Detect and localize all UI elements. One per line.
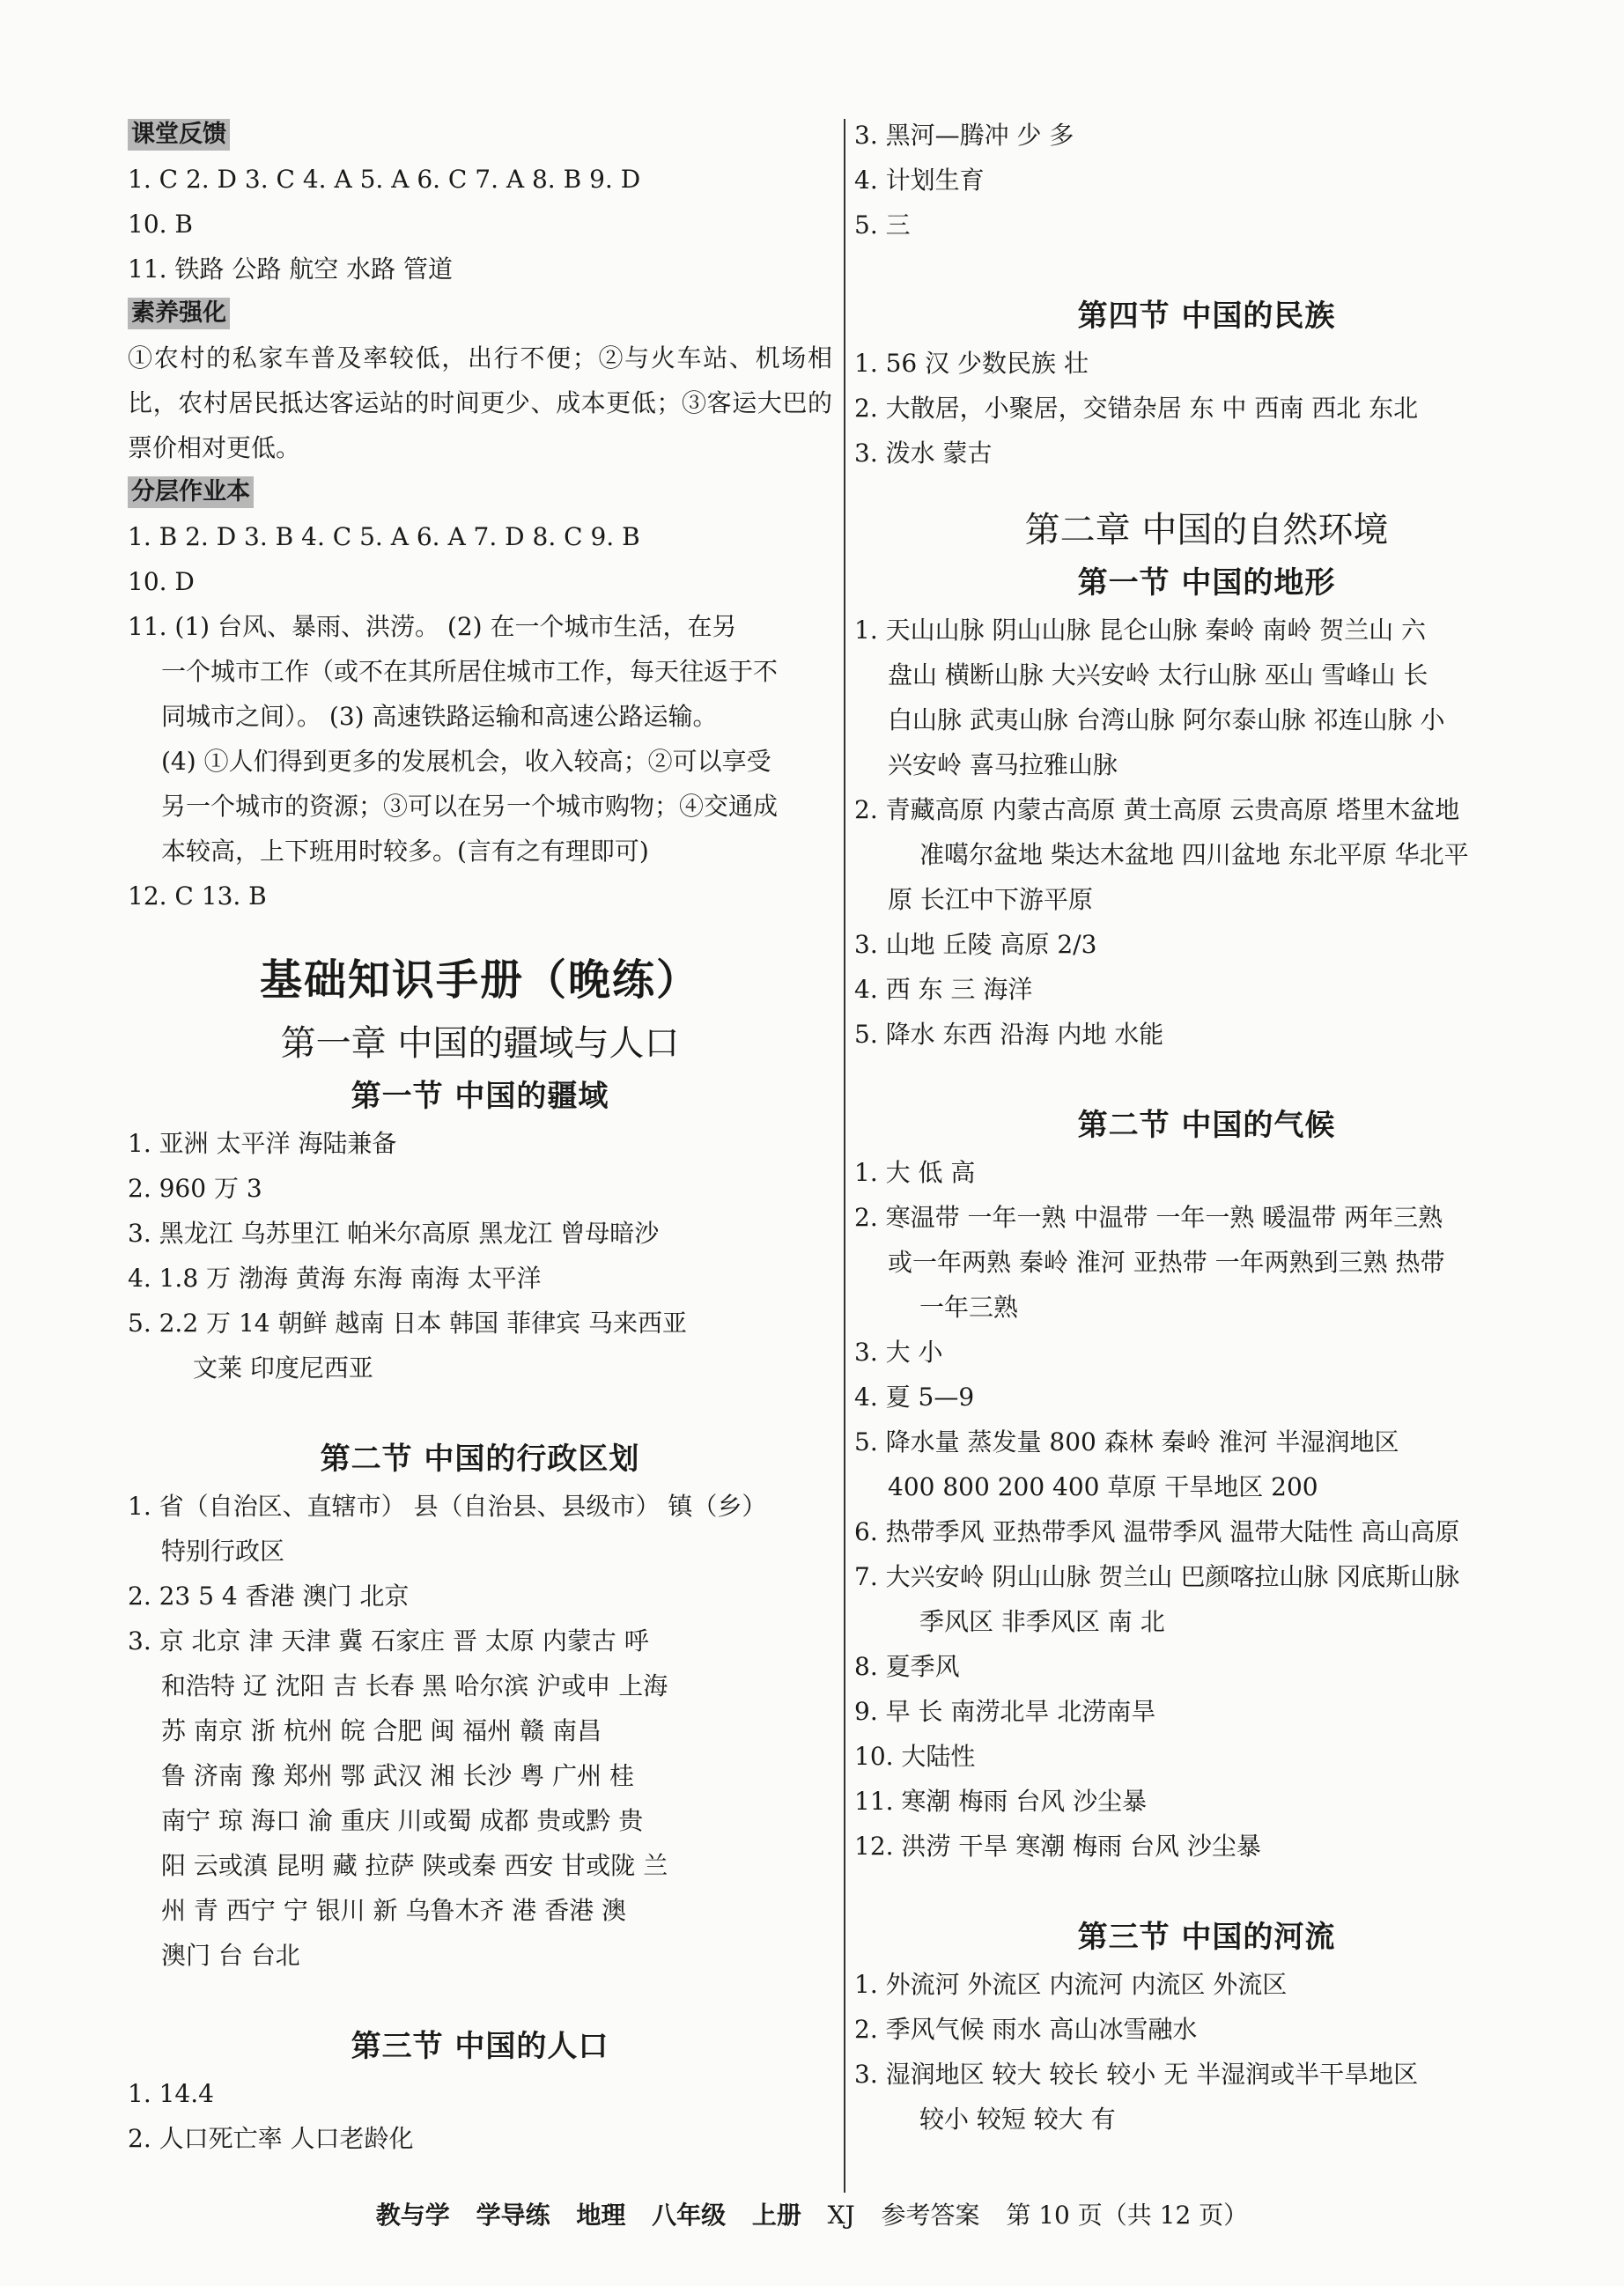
chapter-title: 第一章 中国的疆域与人口: [280, 1023, 680, 1064]
answer-line: 2. 大散居，小聚居，交错杂居 东 中 西南 西北 东北: [854, 394, 1419, 423]
handbook-title: 基础知识手册（晚练）: [259, 955, 700, 1005]
answer-line: 2. 寒温带 一年一熟 中温带 一年一熟 暖温带 两年三熟: [854, 1203, 1443, 1232]
answer-line: 3. 大 小: [854, 1338, 943, 1367]
answer-line: 兴安岭 喜马拉雅山脉: [888, 750, 1118, 779]
answer-line: 3. 京 北京 津 天津 冀 石家庄 晋 太原 内蒙古 呼: [128, 1626, 649, 1656]
answer-line: 苏 南京 浙 杭州 皖 合肥 闽 福州 赣 南昌: [161, 1716, 602, 1745]
answer-line: 10. D: [128, 567, 195, 596]
footer-subject: 地理: [576, 2201, 626, 2230]
left-column: [128, 113, 832, 2161]
answer-line: 4. 计划生育: [854, 166, 985, 195]
answer-line: 5. 三: [854, 210, 911, 240]
footer-edition: XJ: [827, 2201, 855, 2230]
answer-line: 较小 较短 较大 有: [919, 2105, 1116, 2134]
answer-line: 8. 夏季风: [854, 1652, 960, 1681]
answer-line: 3. 黑龙江 乌苏里江 帕米尔高原 黑龙江 曾母暗沙: [128, 1219, 660, 1248]
answer-paragraph: ①农村的私家车普及率较低，出行不便；②与火车站、机场相比，农村居民抵达客运站的时间更少、成本更低；③客运大巴的票价相对更低。: [128, 343, 832, 462]
section-tag-ketang: 课堂反馈: [128, 119, 230, 151]
answer-line: 本较高，上下班用时较多。(言有之有理即可): [161, 837, 649, 866]
answer-line: 5. 2.2 万 14 朝鲜 越南 日本 韩国 菲律宾 马来西亚: [128, 1309, 687, 1338]
answer-line: 12. 洪涝 干旱 寒潮 梅雨 台风 沙尘暴: [854, 1832, 1261, 1861]
chapter-title: 第二章 中国的自然环境: [1024, 510, 1389, 550]
answer-line: 阳 云或滇 昆明 藏 拉萨 陕或秦 西安 甘或陇 兰: [161, 1851, 668, 1880]
answer-line: 1. 省（自治区、直辖市） 县（自治县、县级市） 镇（乡）: [128, 1492, 767, 1521]
section-title: 第一节 中国的疆域: [351, 1079, 609, 1114]
answer-line: 11. 寒潮 梅雨 台风 沙尘暴: [854, 1787, 1148, 1816]
answer-line: 同城市之间）。 (3) 高速铁路运输和高速公路运输。: [161, 702, 718, 731]
footer-grade: 八年级: [652, 2201, 727, 2230]
section-title: 第二节 中国的行政区划: [320, 1442, 640, 1477]
answer-line: 3. 山地 丘陵 高原 2/3: [854, 930, 1097, 959]
answer-line: 1. 大 低 高: [854, 1158, 976, 1187]
answer-line: 3. 湿润地区 较大 较长 较小 无 半湿润或半干旱地区: [854, 2060, 1419, 2089]
answer-line: 或一年两熟 秦岭 淮河 亚热带 一年两熟到三熟 热带: [888, 1248, 1445, 1277]
answer-line: 11. 铁路 公路 航空 水路 管道: [128, 254, 454, 284]
answer-line: 10. 大陆性: [854, 1742, 976, 1771]
footer-brand-sub: 学导练: [476, 2201, 550, 2230]
answer-line: 10. B: [128, 210, 194, 239]
answer-line: 2. 青藏高原 内蒙古高原 黄土高原 云贵高原 塔里木盆地: [854, 795, 1460, 824]
answer-line: 和浩特 辽 沈阳 吉 长春 黑 哈尔滨 沪或申 上海: [161, 1671, 668, 1700]
section-title: 第三节 中国的河流: [1077, 1920, 1336, 1955]
answer-line: 12. C 13. B: [128, 881, 267, 911]
answer-line: 盘山 横断山脉 大兴安岭 太行山脉 巫山 雪峰山 长: [888, 660, 1428, 689]
answer-line: 7. 大兴安岭 阴山山脉 贺兰山 巴颜喀拉山脉 冈底斯山脉: [854, 1562, 1460, 1591]
answer-line: 一年三熟: [919, 1293, 1019, 1322]
answer-line: 1. 14.4: [128, 2079, 214, 2108]
right-column: [854, 113, 1559, 2142]
column-divider: [844, 119, 845, 2193]
answer-line: 白山脉 武夷山脉 台湾山脉 阿尔泰山脉 祁连山脉 小: [888, 705, 1445, 734]
answer-line: 文莱 印度尼西亚: [193, 1353, 373, 1383]
answer-line: (4) ①人们得到更多的发展机会，收入较高；②可以享受: [161, 747, 771, 776]
answer-line: 4. 夏 5—9: [854, 1383, 975, 1412]
section-title: 第三节 中国的人口: [351, 2029, 609, 2064]
answer-line: 准噶尔盆地 柴达木盆地 四川盆地 东北平原 华北平: [919, 840, 1469, 869]
answer-line: 4. 1.8 万 渤海 黄海 东海 南海 太平洋: [128, 1264, 542, 1293]
answer-line: 9. 早 长 南涝北旱 北涝南旱: [854, 1697, 1156, 1726]
answer-line: 澳门 台 台北: [161, 1941, 300, 1970]
section-title: 第四节 中国的民族: [1077, 299, 1336, 334]
footer-volume: 上册: [751, 2201, 801, 2230]
answer-line: 4. 西 东 三 海洋: [854, 975, 1033, 1004]
answer-line: 另一个城市的资源；③可以在另一个城市购物；④交通成: [161, 792, 779, 821]
answer-line: 2. 季风气候 雨水 高山冰雪融水: [854, 2015, 1198, 2044]
footer-answer-label: 参考答案: [881, 2201, 980, 2230]
answer-line: 1. 亚洲 太平洋 海陆兼备: [128, 1129, 397, 1158]
answer-line: 州 青 西宁 宁 银川 新 乌鲁木齐 港 香港 澳: [161, 1896, 627, 1925]
answer-line: 11. (1) 台风、暴雨、洪涝。 (2) 在一个城市生活，在另: [128, 612, 737, 641]
answer-line: 季风区 非季风区 南 北: [919, 1607, 1165, 1636]
answer-line: 6. 热带季风 亚热带季风 温带季风 温带大陆性 高山高原: [854, 1517, 1460, 1546]
answer-line: 2. 960 万 3: [128, 1174, 262, 1203]
answer-line: 1. B 2. D 3. B 4. C 5. A 6. A 7. D 8. C 9. B: [128, 522, 640, 551]
section-title: 第一节 中国的地形: [1077, 565, 1336, 601]
answer-line: 南宁 琼 海口 渝 重庆 川或蜀 成都 贵或黔 贵: [161, 1806, 644, 1835]
footer-brand: 教与学: [375, 2201, 450, 2230]
section-tag-suyang: 素养强化: [128, 298, 230, 329]
section-title: 第二节 中国的气候: [1077, 1108, 1336, 1143]
answer-line: 1. 56 汉 少数民族 壮: [854, 349, 1089, 378]
answer-line: 一个城市工作（或不在其所居住城市工作，每天往返于不: [161, 657, 779, 686]
page-footer: [0, 2198, 1624, 2233]
answer-line: 3. 泼水 蒙古: [854, 439, 993, 468]
answer-line: 2. 人口死亡率 人口老龄化: [128, 2124, 414, 2153]
answer-line: 1. 外流河 外流区 内流河 内流区 外流区: [854, 1970, 1288, 1999]
answer-line: 原 长江中下游平原: [888, 885, 1093, 914]
answer-line: 5. 降水 东西 沿海 内地 水能: [854, 1020, 1164, 1049]
answer-line: 1. C 2. D 3. C 4. A 5. A 6. C 7. A 8. B 9. D: [128, 165, 641, 194]
answer-line: 1. 天山山脉 阴山山脉 昆仑山脉 秦岭 南岭 贺兰山 六: [854, 616, 1427, 645]
answer-line: 5. 降水量 蒸发量 800 森林 秦岭 淮河 半湿润地区: [854, 1427, 1399, 1456]
section-tag-fenceng: 分层作业本: [128, 476, 254, 508]
answer-line: 鲁 济南 豫 郑州 鄂 武汉 湘 长沙 粤 广州 桂: [161, 1761, 635, 1790]
answer-line: 3. 黑河—腾冲 少 多: [854, 121, 1074, 150]
answer-line: 特别行政区: [161, 1537, 285, 1566]
answer-line: 2. 23 5 4 香港 澳门 北京: [128, 1582, 410, 1611]
footer-page-number: 第 10 页（共 12 页）: [1006, 2201, 1249, 2230]
answer-line: 400 800 200 400 草原 干旱地区 200: [888, 1472, 1318, 1501]
